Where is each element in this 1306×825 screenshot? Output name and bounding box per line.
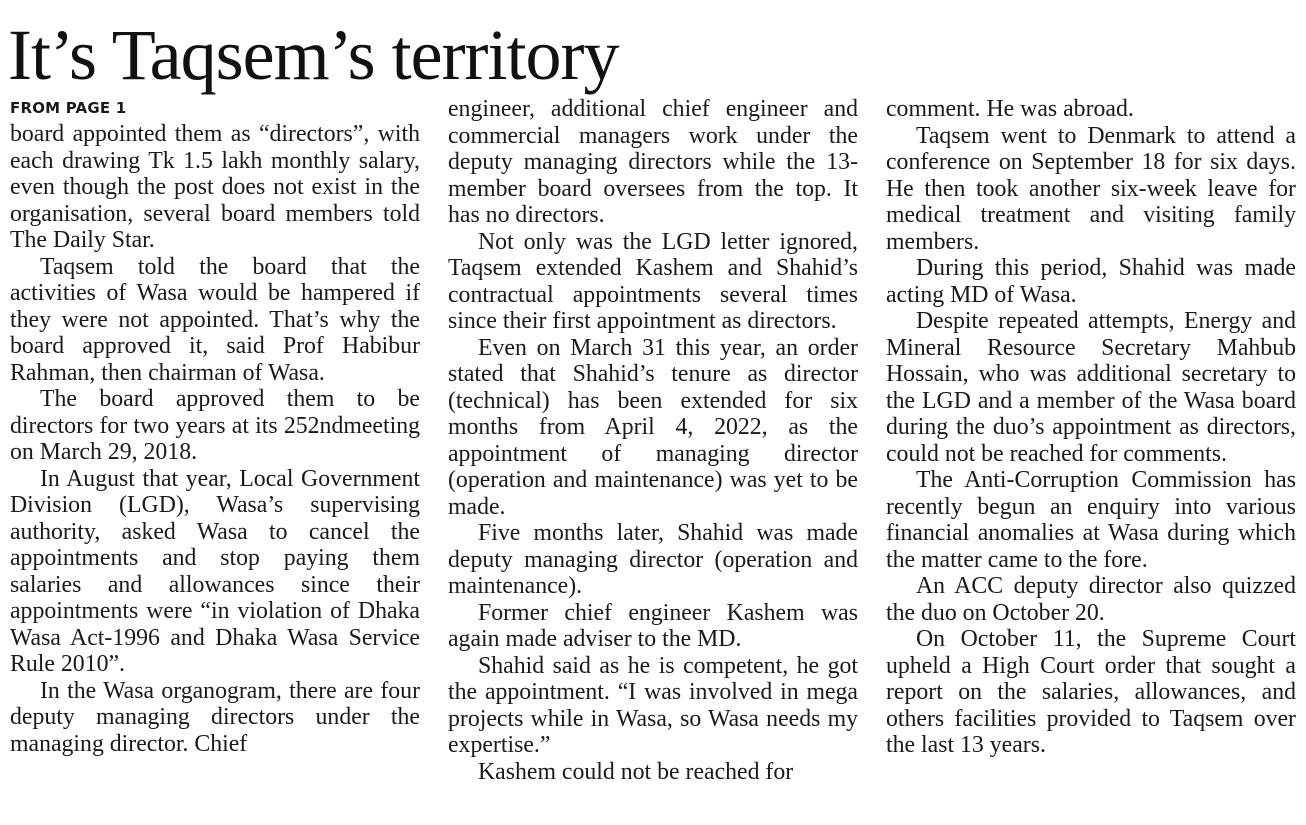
paragraph: Former chief engineer Kashem was again made adviser to the MD. bbox=[448, 599, 858, 652]
continuation-kicker: FROM PAGE 1 bbox=[10, 99, 127, 117]
paragraph: Kashem could not be reached for bbox=[478, 758, 794, 785]
article-column-1 bbox=[10, 96, 420, 821]
paragraph: board appointed them as “directors”, with each drawing Tk 1.5 lakh monthly salary, even though the post does not exist in the organisation, several board members told The Daily Star. bbox=[10, 121, 420, 253]
paragraph: Not only was the LGD letter ignored, Taqsem extended Kashem and Shahid’s contractual appointments several times since their first appointment as directors. bbox=[448, 228, 858, 334]
paragraph: comment. He was abroad. bbox=[886, 96, 1134, 122]
article-column-3 bbox=[886, 96, 1296, 821]
paragraph: Taqsem went to Denmark to attend a conference on September 18 for six days. He then took another six-week leave for medical treatment and visiting family members. bbox=[886, 122, 1296, 255]
paragraph: Taqsem told the board that the activities of Wasa would be hampered if they were not appointed. That’s why the board approved it, said Prof Habibur Rahman, then chairman of Wasa. bbox=[10, 253, 420, 386]
paragraph: In the Wasa organogram, there are four deputy managing directors under the managing director. Chief bbox=[10, 677, 420, 757]
paragraph: An ACC deputy director also quizzed the duo on October 20. bbox=[886, 573, 1296, 626]
paragraph: The Anti-Corruption Commission has recently begun an enquiry into various financial anomalies at Wasa during which the matter came to the fore. bbox=[886, 467, 1296, 573]
paragraph: Five months later, Shahid was made deputy managing director (operation and maintenance). bbox=[448, 520, 858, 599]
paragraph: On October 11, the Supreme Court upheld a High Court order that sought a report on the salaries, allowances, and others facilities provided to Taqsem over the last 13 years. bbox=[886, 626, 1296, 758]
headline: It’s Taqsem’s territory bbox=[8, 15, 619, 95]
paragraph: In August that year, Local Government Division (LGD), Wasa’s supervising authority, asked Wasa to cancel the appointments and stop paying them salaries and allowances since their appointments were “in violation of Dhaka Wasa Act-1996 and Dhaka Wasa Service Rule 2010”. bbox=[10, 465, 420, 677]
paragraph: The board approved them to be directors for two years at its 252ndmeeting on March 29, 2018. bbox=[10, 386, 420, 465]
paragraph: engineer, additional chief engineer and commercial managers work under the deputy managing directors while the 13-member board oversees from the top. It has no directors. bbox=[448, 96, 858, 228]
article-column-2 bbox=[448, 96, 858, 821]
paragraph: Even on March 31 this year, an order stated that Shahid’s tenure as director (technical) has been extended for six months from April 4, 2022, as the appointment of managing director (operation and maintenance) was yet to be made. bbox=[448, 334, 858, 520]
paragraph: Despite repeated attempts, Energy and Mineral Resource Secretary Mahbub Hossain, who was additional secretary to the LGD and a member of the Wasa board during the duo’s appointment as directors, could not be reached for comments. bbox=[886, 308, 1296, 467]
paragraph: Shahid said as he is competent, he got the appointment. “I was involved in mega projects while in Wasa, so Wasa needs my expertise.” bbox=[448, 652, 858, 758]
paragraph: During this period, Shahid was made acting MD of Wasa. bbox=[886, 255, 1296, 308]
